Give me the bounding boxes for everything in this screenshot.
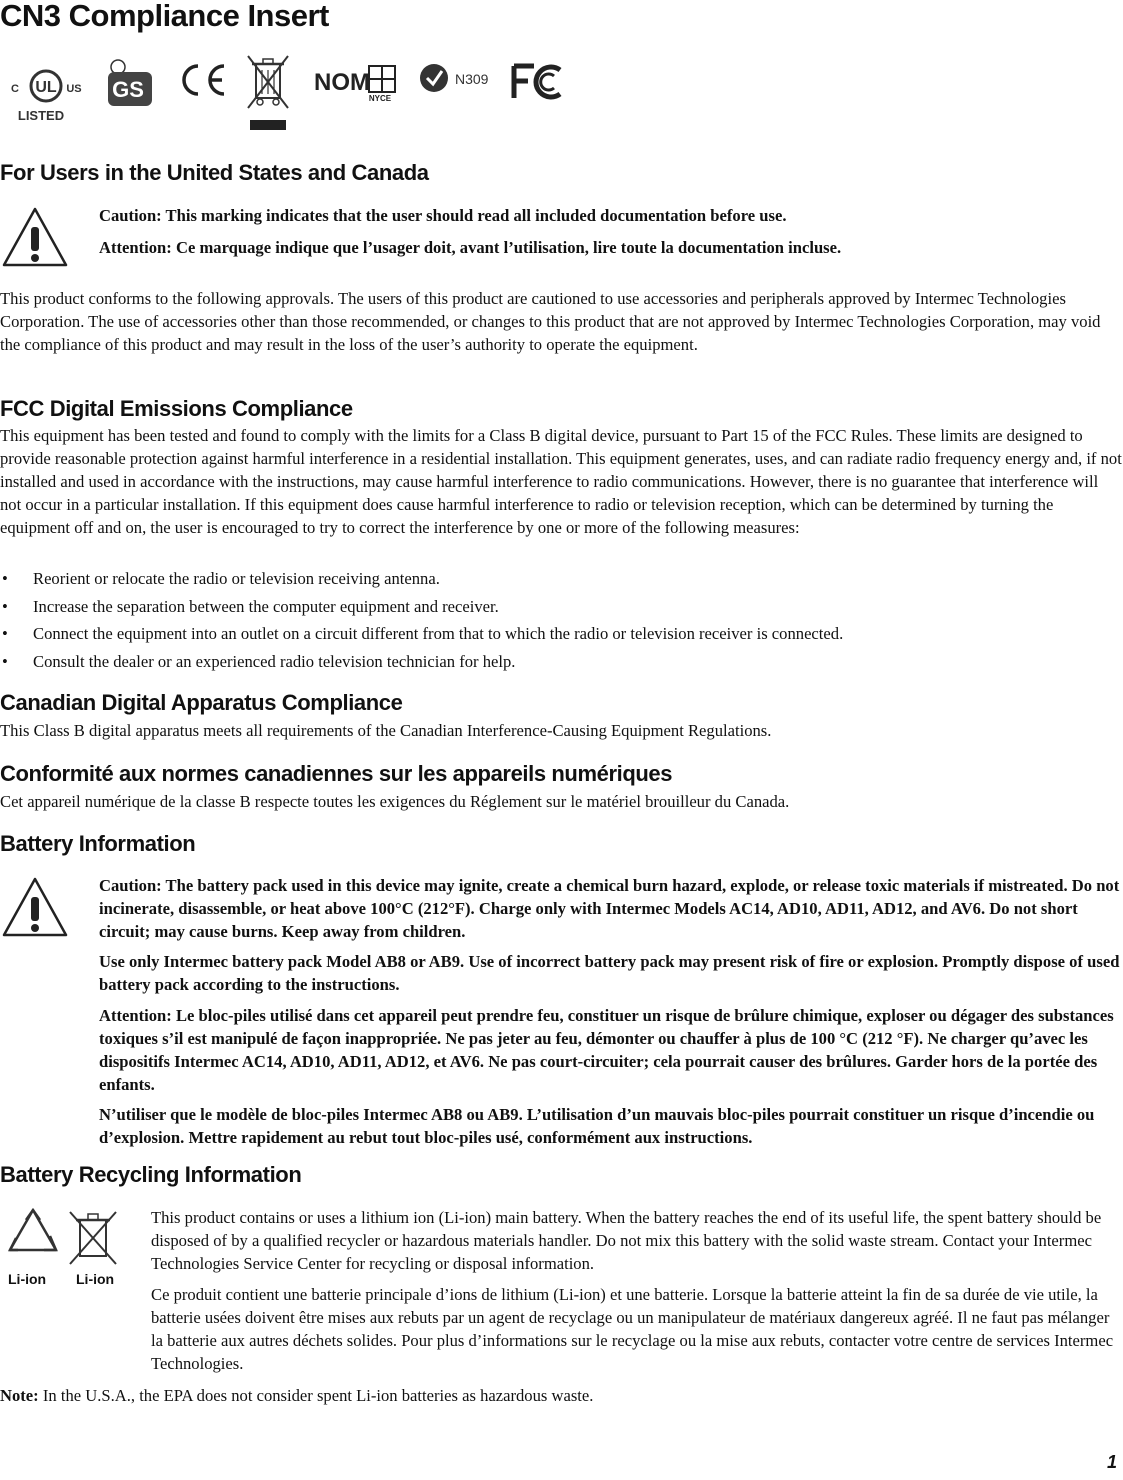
ul-c-text: C bbox=[11, 83, 19, 95]
bin-icon-label: Li-ion bbox=[76, 1271, 115, 1287]
bullet-marker: • bbox=[2, 624, 8, 643]
gs-mark-logo bbox=[104, 58, 156, 108]
nom-nyce-logo bbox=[314, 62, 404, 102]
fcc-logo bbox=[510, 62, 568, 102]
note-label: Note: bbox=[0, 1386, 39, 1405]
list-item bbox=[0, 650, 1122, 678]
note-paragraph bbox=[0, 1384, 1122, 1407]
conformite-heading: Conformité aux normes canadiennes sur les appareils numériques bbox=[0, 761, 673, 786]
battery-attention-fr: Attention: Le bloc-piles utilisé dans cet appareil peut prendre feu, constituer un risque de brûlure chimique, exploser ou dégager des substances toxiques s’il est manipulé de façon inappropriée. Ne pas jeter au feu, démonter ou chauffer à plus de 100 °C (212 °F). Ne charger qu’avec les dispositifs Intermec AC14, AD10, AD11, AD12, et AV6. Ne pas court-circuiter; cela pourrait causer des brûlures. Garder hors de la portée des enfants. bbox=[99, 1006, 1114, 1094]
bullet-marker: • bbox=[2, 651, 8, 671]
canadian-paragraph: This Class B digital apparatus meets all requirements of the Canadian Interference-Causing Equipment Regulations. bbox=[0, 721, 772, 740]
caution-triangle-icon bbox=[0, 205, 70, 269]
battery-caution-en: Caution: The battery pack used in this device may ignite, create a chemical burn hazard, explode, or release toxic materials if mistreated. Do not incinerate, disassemble, or heat above 100°C (212°F). Charge only with Intermec Models AC14, AD10, AD11, AD12, and AV6. Do not short circuit; may cause burns. Keep away from children. bbox=[99, 876, 1120, 941]
page-title: CN3 Compliance Insert bbox=[0, 0, 329, 33]
recycling-paragraph-fr: Ce produit contient une batterie principale d’ions de lithium (Li-ion) et une batterie. Lorsque la batterie atteint la fin de sa durée de vie utile, la batterie usées doivent être mises aux rebuts par un agent de recyclage ou un manipulateur de matériaux dangereux agréé. Il ne faut pas mélanger la batterie aux autres déchets solides. Pour plus d’informations sur le recyclage ou la mise aux rebuts, contacter votre centre de services Intermec Technologies. bbox=[151, 1285, 1114, 1373]
fcc-measures-list bbox=[0, 567, 1122, 677]
recycling-heading: Battery Recycling Information bbox=[0, 1162, 302, 1187]
recycle-icon-label: Li-ion bbox=[8, 1271, 47, 1287]
list-item bbox=[0, 567, 1122, 595]
gs-text: GS bbox=[112, 77, 144, 102]
bullet-text: Reorient or relocate the radio or television receiving antenna. bbox=[33, 569, 440, 588]
c-tick-logo bbox=[418, 62, 498, 96]
battery-heading: Battery Information bbox=[0, 831, 196, 856]
ul-us-text: US bbox=[66, 83, 82, 95]
nom-text: NOM bbox=[314, 69, 370, 96]
list-item bbox=[0, 622, 1122, 650]
nyce-text: NYCE bbox=[368, 94, 392, 102]
crossed-out-bin-icon bbox=[246, 54, 290, 130]
canadian-heading: Canadian Digital Apparatus Compliance bbox=[0, 690, 403, 715]
recycling-paragraph-en: This product contains or uses a lithium ion (Li-ion) main battery. When the battery reaches the end of its useful life, the spent battery should be disposed of by a qualified recycler or hazardous materials handler. Do not mix this battery with the solid waste stream. Contact your Intermec Technologies Service Center for recycling or disposal information. bbox=[151, 1208, 1102, 1273]
battery-use-only-fr: N’utiliser que le modèle de bloc-piles Intermec AB8 ou AB9. L’utilisation d’un mauvais bloc-piles pourrait constituer un risque d’incendie ou d’explosion. Mettre rapidement au rebut tout bloc-piles usé, conformément aux instructions. bbox=[99, 1105, 1095, 1147]
fcc-paragraph: This equipment has been tested and found to comply with the limits for a Class B digital device, pursuant to Part 15 of the FCC Rules. These limits are designed to provide reasonable protection against harmful interference in a residential installation. This equipment generates, uses, and can radiate radio frequency energy and, if not installed and used in accordance with the instructions, may cause harmful interference to radio communications. However, there is no guarantee that interference will not occur in a particular installation. If this equipment does cause harmful interference to radio or television reception, which can be determined by turning the equipment off and on, the user is encouraged to try to correct the interference by one or more of the following measures: bbox=[0, 426, 1122, 537]
us-canada-heading: For Users in the United States and Canada bbox=[0, 160, 429, 185]
note-text: In the U.S.A., the EPA does not consider spent Li-ion batteries as hazardous waste. bbox=[42, 1386, 594, 1405]
recycle-icon bbox=[4, 1206, 62, 1262]
page-number: 1 bbox=[1106, 1452, 1117, 1472]
battery-use-only-en: Use only Intermec battery pack Model AB8 or AB9. Use of incorrect battery pack may present risk of fire or explosion. Promptly dispose of used battery pack according to the instructions. bbox=[99, 952, 1120, 994]
ce-mark-logo bbox=[176, 62, 228, 98]
approvals-paragraph: This product conforms to the following approvals. The users of this product are cautioned to use accessories and peripherals approved by Intermec Technologies Corporation. The use of accessories other than those recommended, or changes to this product that are not approved by Intermec Technologies Corporation, may void the compliance of this product and may result in the loss of the user’s authority to operate the equipment. bbox=[0, 289, 1101, 354]
ctick-code: N309 bbox=[455, 71, 489, 87]
caution-triangle-icon bbox=[0, 875, 70, 939]
ul-text: UL bbox=[35, 79, 57, 96]
crossed-out-bin-icon bbox=[66, 1208, 120, 1268]
conformite-paragraph: Cet appareil numérique de la classe B respecte toutes les exigences du Réglement sur le matériel brouilleur du Canada. bbox=[0, 792, 790, 811]
caution-read-docs-en: Caution: This marking indicates that the user should read all included documentation before use. bbox=[99, 206, 787, 225]
ul-listed-logo bbox=[6, 62, 88, 124]
certification-logos bbox=[0, 52, 600, 132]
bullet-text: Increase the separation between the computer equipment and receiver. bbox=[33, 596, 499, 616]
list-item bbox=[0, 595, 1122, 623]
bullet-marker: • bbox=[2, 569, 8, 588]
caution-read-docs-fr: Attention: Ce marquage indique que l’usager doit, avant l’utilisation, lire toute la documentation incluse. bbox=[99, 238, 842, 257]
fcc-heading: FCC Digital Emissions Compliance bbox=[0, 396, 353, 421]
bullet-marker: • bbox=[2, 596, 8, 616]
bullet-text: Connect the equipment into an outlet on a circuit different from that to which the radio or television receiver is connected. bbox=[33, 624, 844, 643]
bullet-text: Consult the dealer or an experienced radio television technician for help. bbox=[33, 651, 516, 671]
ul-listed-text: LISTED bbox=[17, 108, 65, 123]
